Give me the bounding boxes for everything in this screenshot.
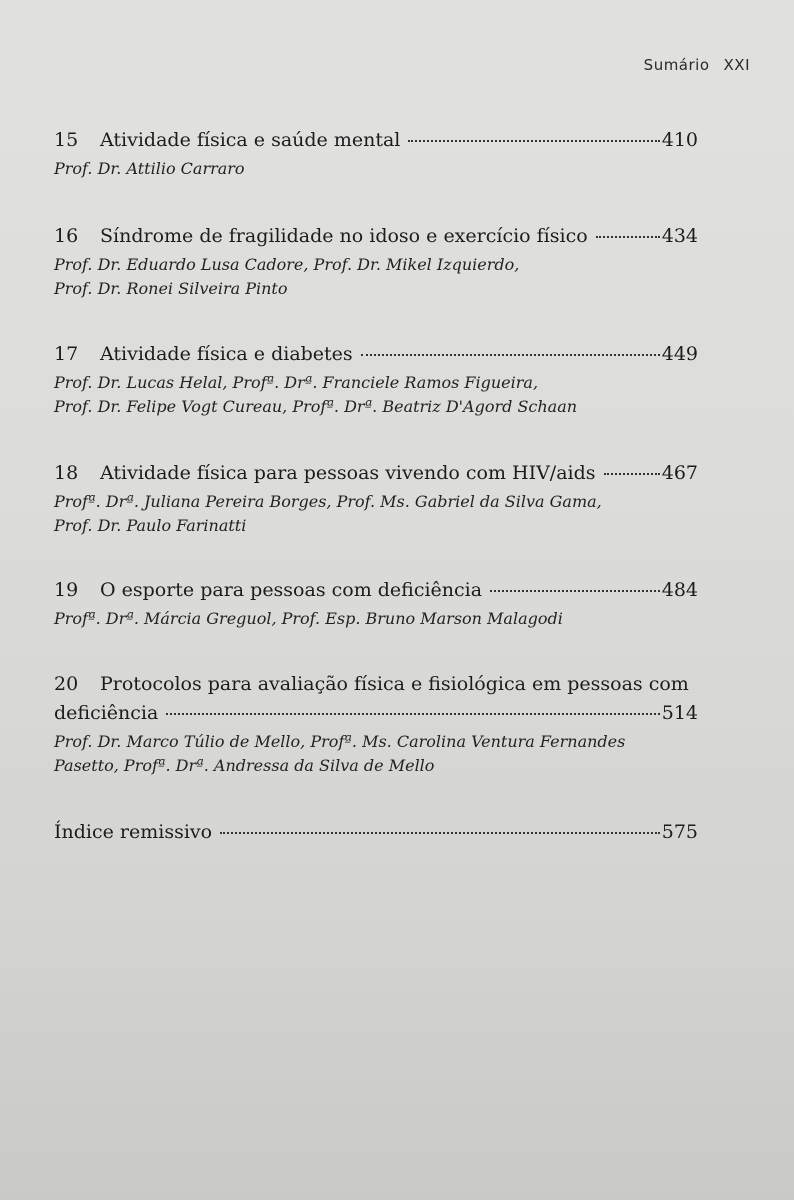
toc-entry-20[interactable] bbox=[54, 672, 698, 778]
chapter-title-line2: deficiência bbox=[54, 702, 159, 724]
chapter-title: O esporte para pessoas com deficiência bbox=[100, 579, 483, 601]
section-label: Sumário bbox=[643, 56, 710, 74]
chapter-number: 18 bbox=[54, 462, 79, 484]
author-line: Prof. Dr. Ronei Silveira Pinto bbox=[54, 279, 288, 298]
chapter-authors bbox=[54, 490, 698, 538]
toc-entry-index[interactable] bbox=[54, 820, 698, 845]
running-head bbox=[644, 56, 750, 74]
chapter-authors bbox=[54, 730, 698, 778]
toc-entry-19[interactable] bbox=[54, 578, 698, 631]
toc-entry-15[interactable] bbox=[54, 128, 698, 181]
author-line: Profª. Drª. Juliana Pereira Borges, Prof. Ms. Gabriel da Silva Gama, bbox=[54, 492, 602, 511]
author-line: Prof. Dr. Marco Túlio de Mello, Profª. Ms. Carolina Ventura Fernandes bbox=[54, 732, 626, 751]
author-line: Prof. Dr. Felipe Vogt Cureau, Profª. Drª. Beatriz D'Agord Schaan bbox=[54, 397, 578, 416]
dot-leader bbox=[596, 235, 660, 238]
toc-entry-18[interactable] bbox=[54, 461, 698, 538]
chapter-page: 514 bbox=[661, 702, 698, 724]
chapter-number: 16 bbox=[54, 225, 79, 247]
author-line: Prof. Dr. Paulo Farinatti bbox=[54, 516, 247, 535]
author-line: Prof. Dr. Attilio Carraro bbox=[54, 159, 245, 178]
dot-leader bbox=[490, 589, 660, 592]
author-line: Pasetto, Profª. Drª. Andressa da Silva de Mello bbox=[54, 756, 435, 775]
chapter-number: 15 bbox=[54, 129, 79, 151]
dot-leader bbox=[361, 353, 660, 356]
dot-leader bbox=[604, 472, 660, 475]
dot-leader bbox=[220, 831, 660, 834]
dot-leader bbox=[166, 712, 659, 715]
author-line: Prof. Dr. Eduardo Lusa Cadore, Prof. Dr. Mikel Izquierdo, bbox=[54, 255, 520, 274]
chapter-title: Atividade física e diabetes bbox=[100, 343, 353, 365]
chapter-title: Síndrome de fragilidade no idoso e exercício físico bbox=[100, 225, 588, 247]
dot-leader bbox=[408, 139, 659, 142]
chapter-page: 467 bbox=[661, 462, 698, 484]
chapter-number: 20 bbox=[54, 673, 79, 695]
chapter-number: 19 bbox=[54, 579, 79, 601]
chapter-number: 17 bbox=[54, 343, 79, 365]
page-number: XXI bbox=[723, 56, 750, 74]
chapter-authors bbox=[54, 157, 698, 181]
chapter-authors bbox=[54, 371, 698, 419]
toc-entry-17[interactable] bbox=[54, 342, 698, 419]
chapter-title-line1: Protocolos para avaliação física e fisiológica em pessoas com bbox=[100, 673, 689, 695]
author-line: Profª. Drª. Márcia Greguol, Prof. Esp. Bruno Marson Malagodi bbox=[54, 609, 563, 628]
chapter-authors bbox=[54, 607, 698, 631]
chapter-page: 449 bbox=[661, 343, 698, 365]
author-line: Prof. Dr. Lucas Helal, Profª. Drª. Franciele Ramos Figueira, bbox=[54, 373, 539, 392]
chapter-title: Atividade física para pessoas vivendo com HIV/aids bbox=[100, 462, 596, 484]
index-title: Índice remissivo bbox=[54, 821, 213, 843]
chapter-page: 410 bbox=[661, 129, 698, 151]
chapter-authors bbox=[54, 253, 698, 301]
chapter-page: 434 bbox=[661, 225, 698, 247]
chapter-title: Atividade física e saúde mental bbox=[100, 129, 401, 151]
toc-entry-16[interactable] bbox=[54, 224, 698, 301]
chapter-page: 484 bbox=[661, 579, 698, 601]
index-page: 575 bbox=[661, 821, 698, 843]
